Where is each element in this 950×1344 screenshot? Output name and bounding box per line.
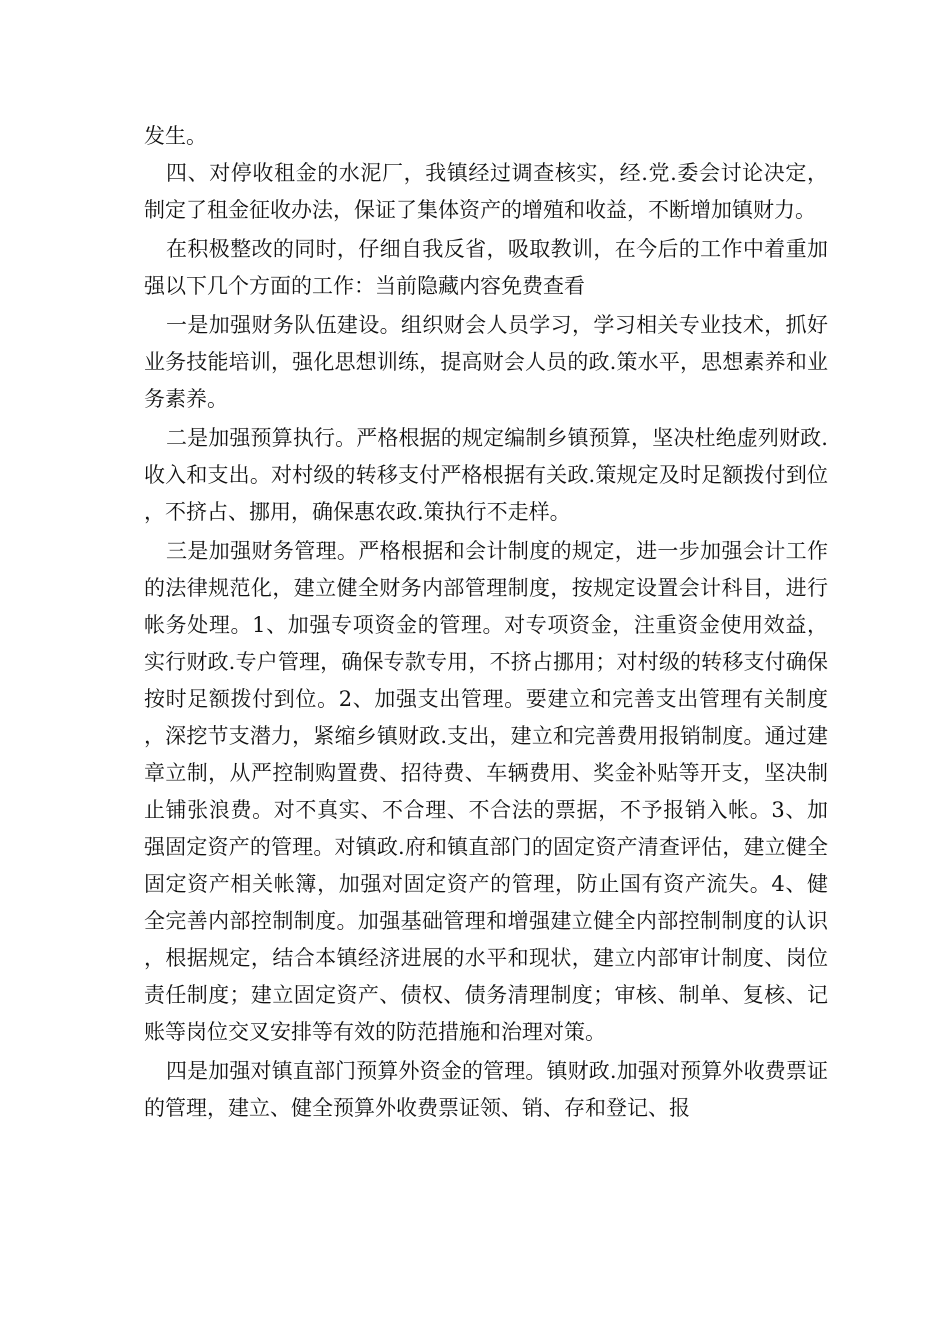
paragraph-2: 四、对停收租金的水泥厂，我镇经过调查核实，经.党.委会讨论决定，制定了租金征收办法，保证了集体资产的增殖和收益，不断增加镇财力。 xyxy=(144,161,828,222)
document-body xyxy=(144,118,828,1127)
paragraph-1: 发生。 xyxy=(144,124,207,148)
paragraph-7: 四是加强对镇直部门预算外资金的管理。镇财政.加强对预算外收费票证的管理，建立、健全预算外收费票证领、销、存和登记、报 xyxy=(144,1059,828,1120)
paragraph-4: 一是加强财务队伍建设。组织财会人员学习，学习相关专业技术，抓好业务技能培训，强化思想训练，提高财会人员的政.策水平，思想素养和业务素养。 xyxy=(144,313,828,411)
paragraph-5: 二是加强预算执行。严格根据的规定编制乡镇预算，坚决杜绝虚列财政.收入和支出。对村级的转移支付严格根据有关政.策规定及时足额拨付到位，不挤占、挪用，确保惠农政.策执行不走样。 xyxy=(144,426,828,524)
paragraph-3: 在积极整改的同时，仔细自我反省，吸取教训，在今后的工作中着重加强以下几个方面的工作：当前隐藏内容免费查看 xyxy=(144,237,828,298)
paragraph-6: 三是加强财务管理。严格根据和会计制度的规定，进一步加强会计工作的法律规范化，建立健全财务内部管理制度，按规定设置会计科目，进行帐务处理。1、加强专项资金的管理。对专项资金，注重资金使用效益，实行财政.专户管理，确保专款专用，不挤占挪用；对村级的转移支付确保按时足额拨付到位。2、加强支出管理。要建立和完善支出管理有关制度，深挖节支潜力，紧缩乡镇财政.支出，建立和完善费用报销制度。通过建章立制，从严控制购置费、招待费、车辆费用、奖金补贴等开支，坚决制止铺张浪费。对不真实、不合理、不合法的票据，不予报销入帐。3、加强固定资产的管理。对镇政.府和镇直部门的固定资产清查评估，建立健全固定资产相关帐簿，加强对固定资产的管理，防止国有资产流失。4、健全完善内部控制制度。加强基础管理和增强建立健全内部控制制度的认识，根据规定，结合本镇经济进展的水平和现状，建立内部审计制度、岗位责任制度；建立固定资产、债权、债务清理制度；审核、制单、复核、记账等岗位交叉安排等有效的防范措施和治理对策。 xyxy=(144,539,828,1044)
